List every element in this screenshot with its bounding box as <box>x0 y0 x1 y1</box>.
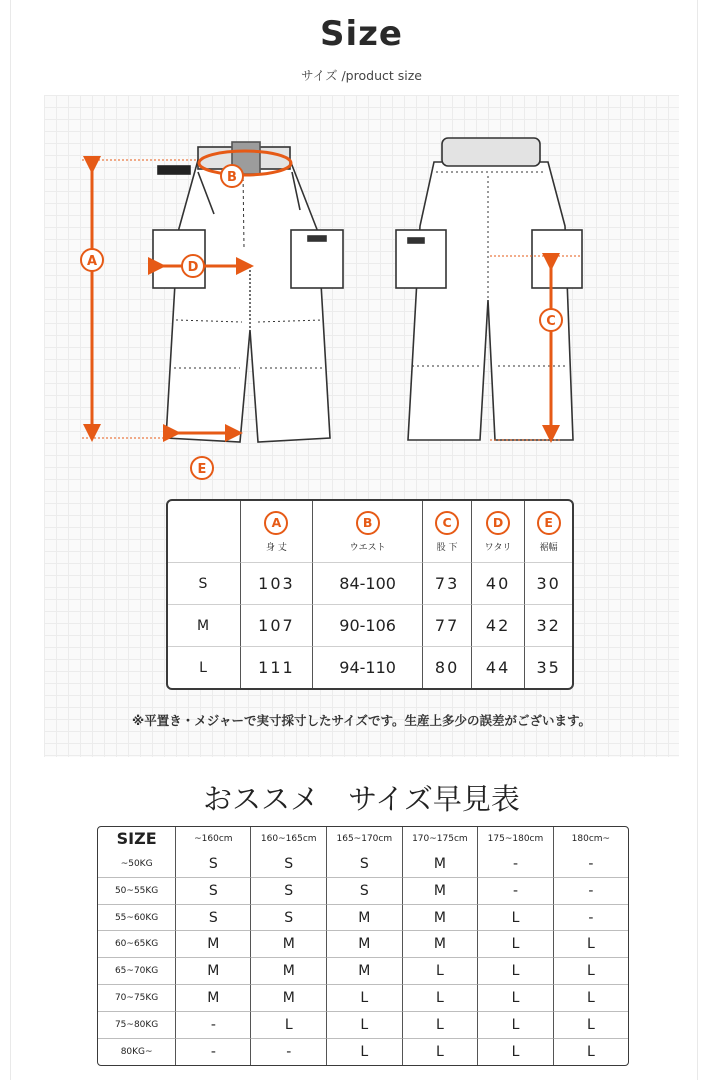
value-cell: 44 <box>472 647 525 688</box>
col-header-a: A 身 丈 <box>241 501 313 563</box>
size-cell: L <box>168 647 241 688</box>
value-cell: 73 <box>423 563 472 605</box>
recommend-size-cell: M <box>403 851 479 878</box>
pants-diagram <box>0 0 723 500</box>
weight-cell: 65~70KG <box>98 958 176 985</box>
recommend-size-cell: L <box>327 985 403 1012</box>
recommend-size-cell: S <box>176 851 251 878</box>
height-header: 180cm~ <box>571 833 611 844</box>
recommend-size-cell: S <box>176 905 251 932</box>
value-cell: 42 <box>472 605 525 647</box>
marker-a <box>81 249 103 271</box>
height-header: 170~175cm <box>403 827 479 851</box>
marker-b <box>221 165 243 187</box>
marker-c <box>540 309 562 331</box>
recommend-size-cell: L <box>554 1012 628 1039</box>
page-title: Size <box>320 14 403 54</box>
svg-text:C: C <box>546 314 556 329</box>
recommend-size-cell: L <box>403 1039 479 1065</box>
recommend-size-cell: M <box>403 931 479 958</box>
measurement-row-l <box>168 647 572 688</box>
recommend-row <box>98 878 628 905</box>
corner-cell <box>168 501 241 563</box>
weight-cell: 70~75KG <box>98 985 176 1012</box>
value-cell: 94-110 <box>313 647 423 688</box>
pants-front-view <box>153 142 343 442</box>
recommend-size-cell: L <box>251 1012 327 1039</box>
size-cell: M <box>168 605 241 647</box>
recommend-size-cell: M <box>176 958 251 985</box>
svg-text:A: A <box>86 254 98 269</box>
height-header: 165~170cm <box>327 827 403 851</box>
weight-cell: 50~55KG <box>98 878 176 905</box>
recommend-size-cell: L <box>554 985 628 1012</box>
recommend-size-cell: L <box>478 905 554 932</box>
value-cell: 84-100 <box>313 563 423 605</box>
weight-cell: 60~65KG <box>98 931 176 958</box>
svg-text:D: D <box>187 260 199 275</box>
recommend-size-cell: M <box>327 905 403 932</box>
weight-cell: 80KG~ <box>98 1039 176 1065</box>
recommend-size-cell: M <box>327 958 403 985</box>
recommend-size-cell: L <box>403 985 479 1012</box>
marker-e <box>191 457 213 479</box>
recommend-size-cell: M <box>176 985 251 1012</box>
recommend-size-cell: M <box>403 878 479 905</box>
recommend-size-cell: L <box>554 958 628 985</box>
value-cell: 77 <box>423 605 472 647</box>
recommend-size-cell: S <box>327 878 403 905</box>
svg-text:B: B <box>227 170 237 185</box>
svg-text:E: E <box>197 462 207 477</box>
recommend-body <box>98 851 628 1065</box>
recommend-row <box>98 958 628 985</box>
recommend-size-cell: - <box>554 878 628 905</box>
recommend-size-cell: L <box>586 1044 595 1061</box>
col-header-d: D ワタリ <box>472 501 525 563</box>
recommend-title: おススメ サイズ早見表 <box>203 782 520 816</box>
recommend-row <box>98 1012 628 1039</box>
col-header-b: B ウエスト <box>313 501 423 563</box>
recommend-size-cell: S <box>327 851 403 878</box>
recommend-size-cell: M <box>251 931 327 958</box>
recommend-size-cell: S <box>251 851 327 878</box>
recommend-size-cell: L <box>478 985 554 1012</box>
measurement-header-row <box>168 501 572 563</box>
weight-cell: 55~60KG <box>98 905 176 932</box>
value-cell: 80 <box>423 647 472 688</box>
recommend-size-cell: S <box>251 878 327 905</box>
recommend-size-cell: L <box>327 1012 403 1039</box>
measurement-row-s <box>168 563 572 605</box>
value-cell: 30 <box>525 563 572 605</box>
recommend-size-cell: L <box>478 958 554 985</box>
recommend-size-cell: - <box>176 1012 251 1039</box>
height-header: 160~165cm <box>251 827 327 851</box>
recommend-size-cell: - <box>554 851 628 878</box>
recommend-size-cell: - <box>478 878 554 905</box>
recommend-size-cell: S <box>176 878 251 905</box>
measurement-note: ※平置き・メジャーで実寸採寸したサイズです。生産上多少の誤差がございます。 <box>132 713 591 728</box>
size-label: SIZE <box>98 827 176 851</box>
value-cell: 32 <box>525 605 572 647</box>
recommend-size-cell: L <box>327 1039 403 1065</box>
recommend-size-cell: L <box>478 931 554 958</box>
recommend-size-cell: M <box>403 905 479 932</box>
value-cell: 90-106 <box>313 605 423 647</box>
page-subtitle: サイズ /product size <box>301 68 422 83</box>
recommend-row <box>98 905 628 932</box>
recommend-size-cell: L <box>554 931 628 958</box>
value-cell: 35 <box>536 658 561 677</box>
pants-back-view <box>396 138 582 440</box>
height-header: ~160cm <box>176 827 251 851</box>
recommend-row <box>98 1039 628 1065</box>
col-header-c: C 股 下 <box>423 501 472 563</box>
recommend-size-cell: M <box>251 985 327 1012</box>
recommend-size-cell: S <box>251 905 327 932</box>
recommend-size-cell: M <box>327 931 403 958</box>
recommend-size-cell: - <box>176 1039 251 1065</box>
recommend-size-cell: - <box>554 905 628 932</box>
marker-d <box>182 255 204 277</box>
value-cell: 103 <box>241 563 313 605</box>
weight-cell: 75~80KG <box>98 1012 176 1039</box>
recommend-size-cell: L <box>478 1039 554 1065</box>
recommend-row <box>98 851 628 878</box>
recommend-size-cell: M <box>251 958 327 985</box>
size-cell: S <box>168 563 241 605</box>
recommend-size-cell: L <box>478 1012 554 1039</box>
value-cell: 40 <box>472 563 525 605</box>
value-cell: 111 <box>241 647 313 688</box>
weight-cell: ~50KG <box>98 851 176 878</box>
measurement-table <box>166 499 574 690</box>
height-header: 175~180cm <box>478 827 554 851</box>
recommend-size-cell: - <box>478 851 554 878</box>
recommend-size-table <box>97 826 629 1066</box>
recommend-size-cell: L <box>403 1012 479 1039</box>
measurement-row-m <box>168 605 572 647</box>
recommend-size-cell: M <box>176 931 251 958</box>
recommend-size-cell: L <box>403 958 479 985</box>
recommend-row <box>98 931 628 958</box>
recommend-row <box>98 985 628 1012</box>
recommend-header-row <box>98 827 628 851</box>
value-cell: 107 <box>241 605 313 647</box>
recommend-size-cell: - <box>251 1039 327 1065</box>
col-header-e: E 裾幅 <box>525 501 572 563</box>
